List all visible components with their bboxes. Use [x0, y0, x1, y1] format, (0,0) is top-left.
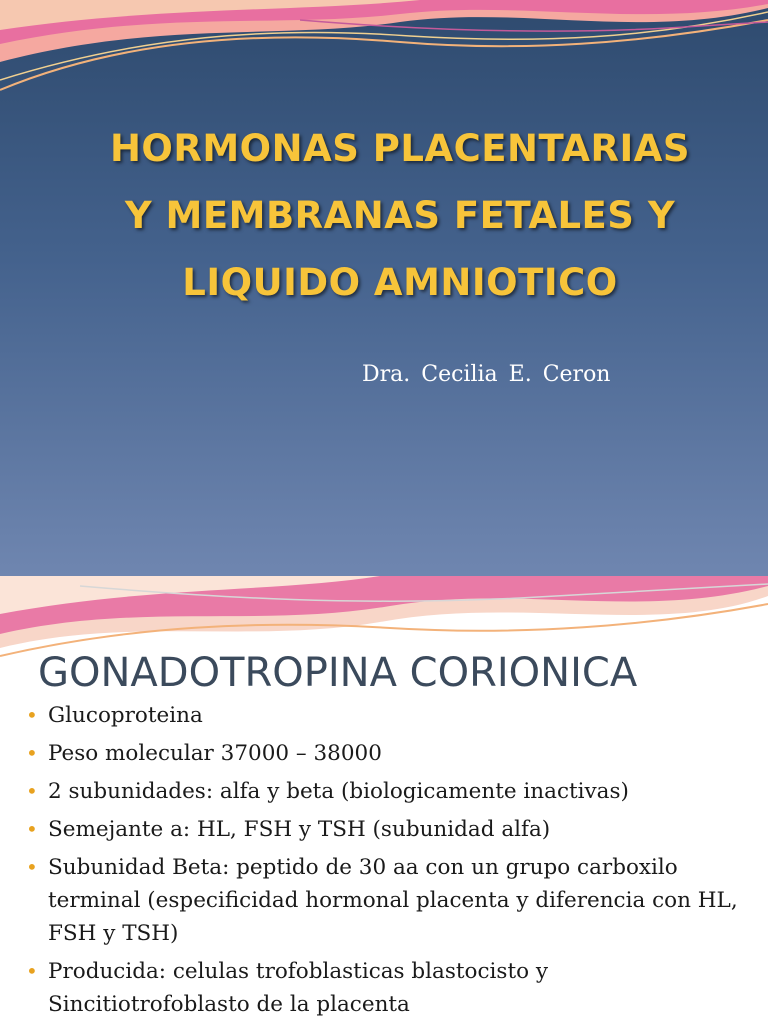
list-item — [26, 851, 756, 950]
bullet-list — [26, 699, 756, 1024]
bullet-icon: • — [26, 817, 38, 841]
author-name: Dra. Cecilia E. Ceron — [362, 362, 611, 387]
bullet-text: Peso molecular 37000 – 38000 — [48, 741, 382, 766]
list-item — [26, 813, 756, 846]
list-item — [26, 737, 756, 770]
bullet-text: Glucoproteina — [48, 703, 203, 728]
list-item — [26, 955, 756, 1021]
content-slide — [0, 576, 768, 1024]
bullet-text: Semejante a: HL, FSH y TSH (subunidad alfa) — [48, 817, 551, 842]
title-line: HORMONAS PLACENTARIAS — [109, 127, 691, 170]
bullet-text: Subunidad Beta: peptido de 30 aa con un grupo carboxilo terminal (especificidad hormonal placenta y diferencia con HL, FSH y TSH) — [48, 855, 738, 946]
bullet-icon: • — [26, 779, 38, 803]
decorative-wave — [0, 0, 768, 110]
title-line: LIQUIDO AMNIOTICO — [182, 261, 618, 304]
bullet-icon: • — [26, 741, 38, 765]
slide-heading: GONADOTROPINA CORIONICA — [38, 650, 638, 696]
slide-title — [60, 115, 740, 316]
list-item — [26, 699, 756, 732]
bullet-icon: • — [26, 959, 38, 983]
list-item — [26, 775, 756, 808]
bullet-text: 2 subunidades: alfa y beta (biologicamente inactivas) — [48, 779, 629, 804]
title-line: Y MEMBRANAS FETALES Y — [124, 194, 676, 237]
bullet-icon: • — [26, 703, 38, 727]
bullet-text: Producida: celulas trofoblasticas blastocisto y Sincitiotrofoblasto de la placenta — [48, 959, 549, 1017]
bullet-icon: • — [26, 855, 38, 879]
